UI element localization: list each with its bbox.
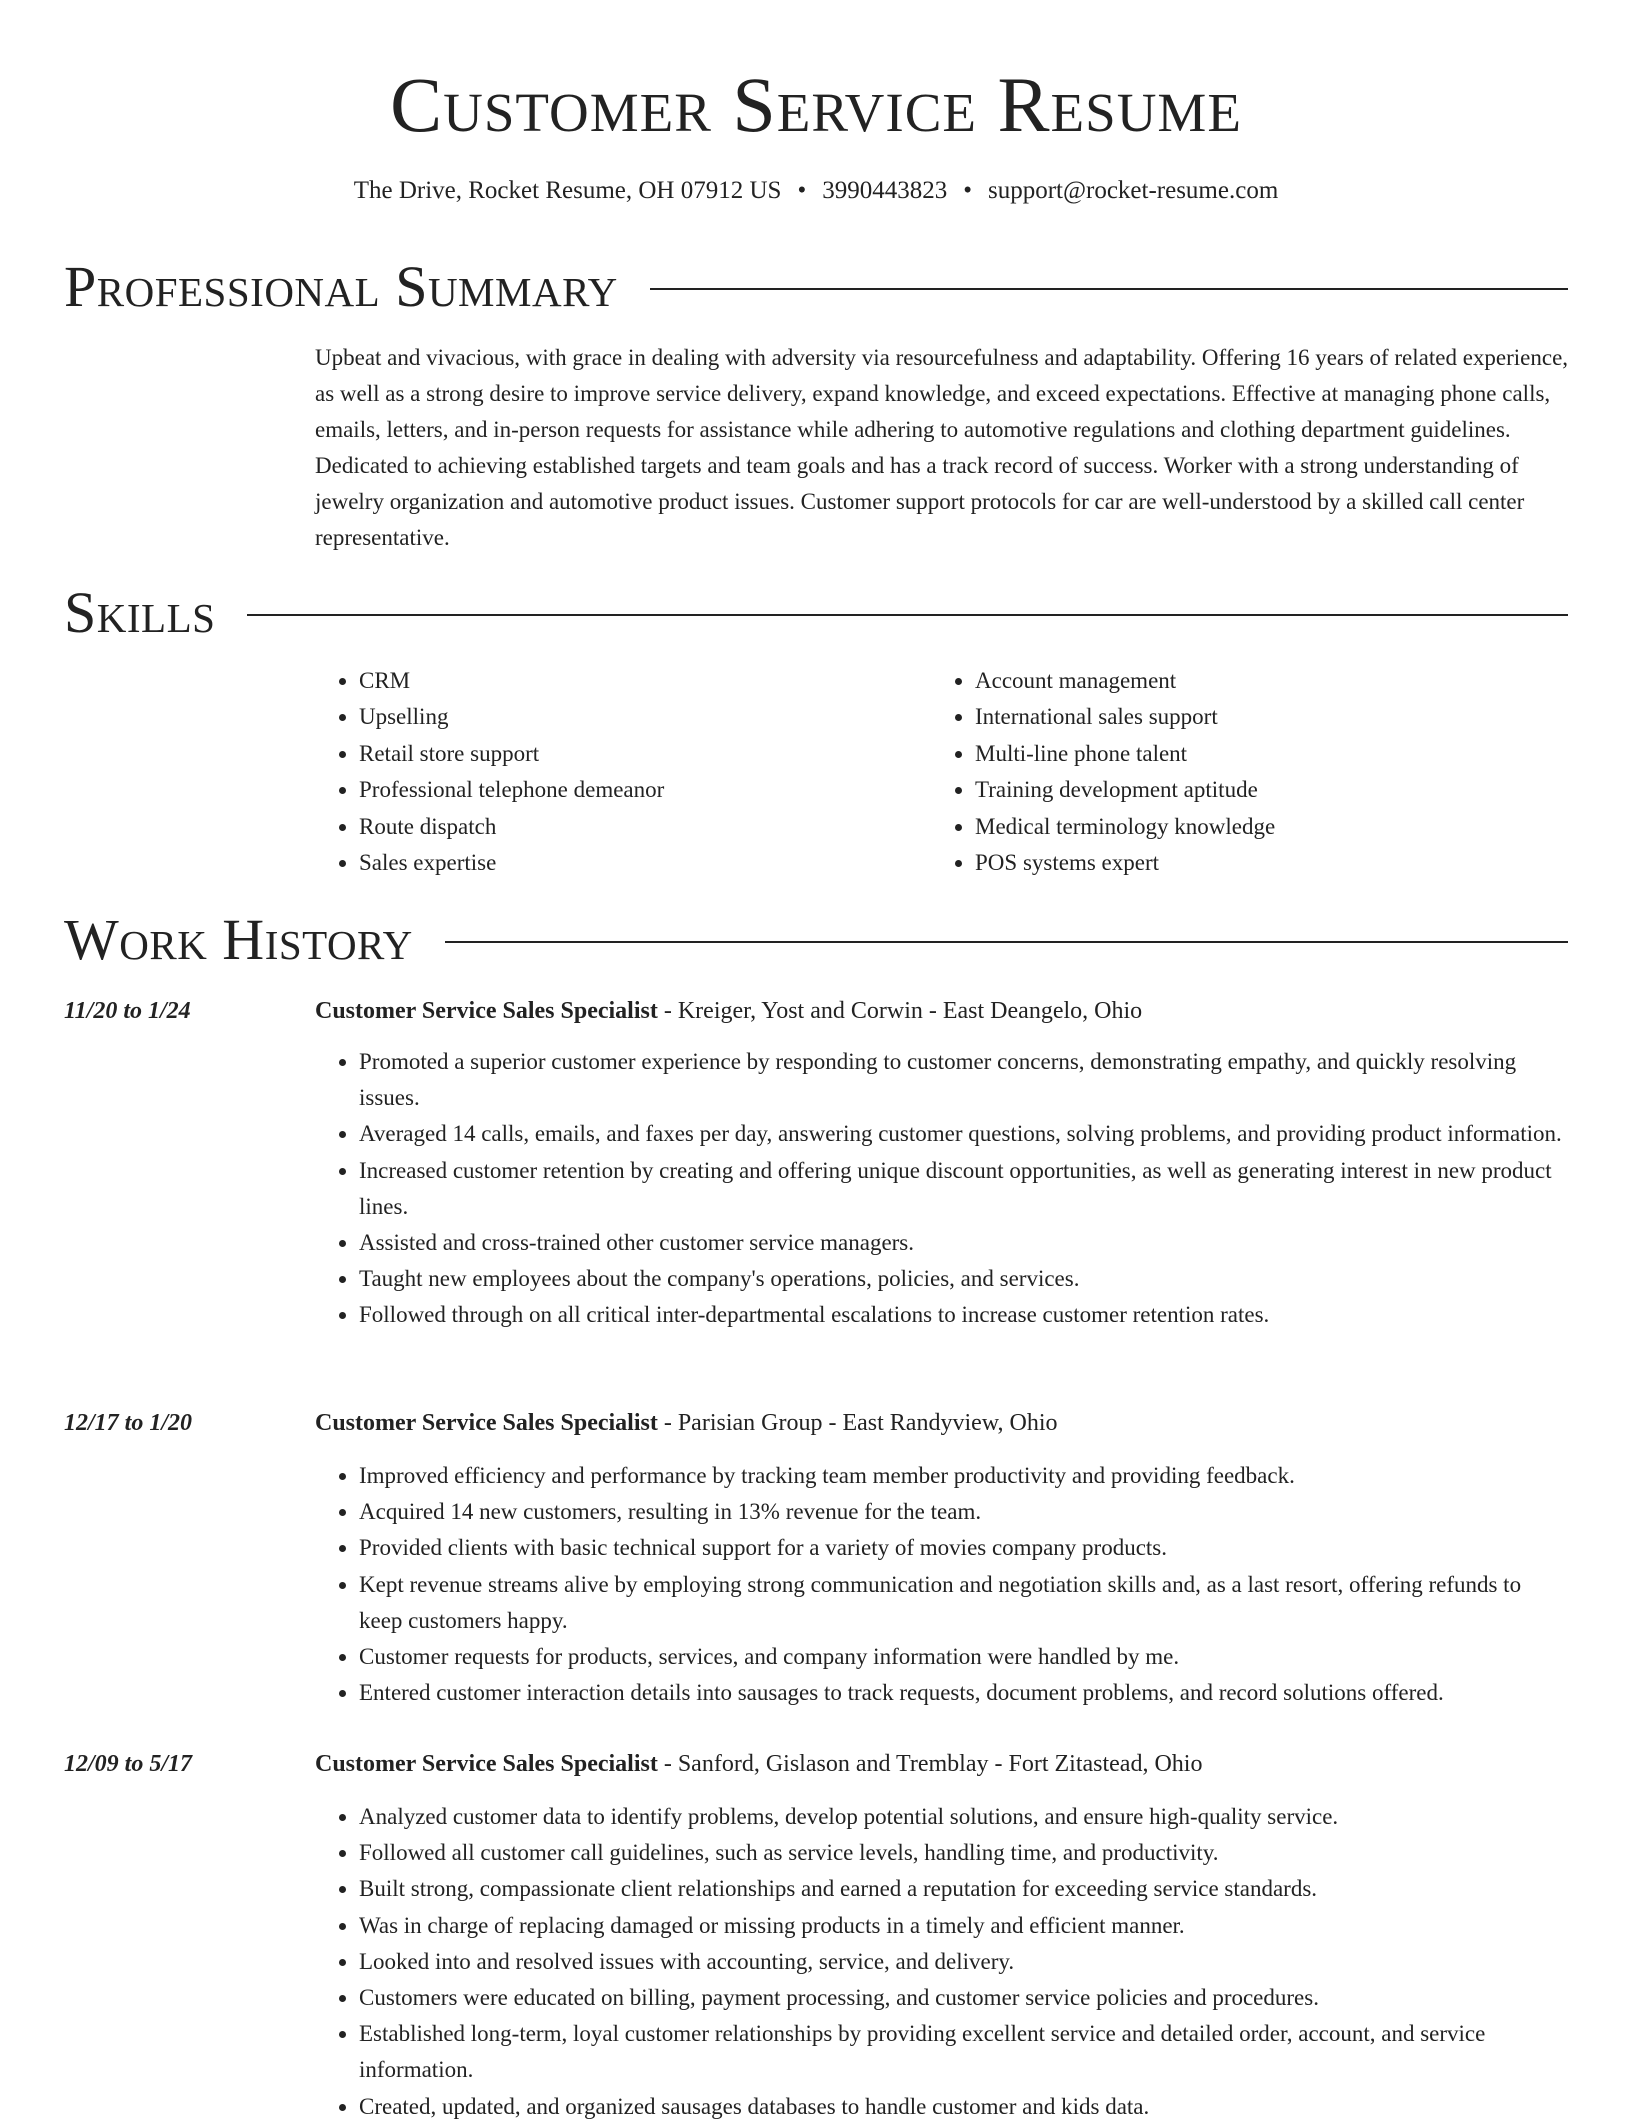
summary-heading: Professional Summary xyxy=(64,254,618,319)
skill-item: • International sales support xyxy=(975,699,1547,735)
duty-item: • Was in charge of replacing damaged or missing products in a timely and efficient manner. xyxy=(359,1908,1569,1944)
duty-item: • Averaged 14 calls, emails, and faxes per day, answering customer questions, solving problems, and providing product information. xyxy=(359,1116,1569,1152)
skill-item: • Route dispatch xyxy=(359,809,931,845)
skill-item: • Account management xyxy=(975,663,1547,699)
duty-item: • Created, updated, and organized sausages databases to handle customer and kids data. xyxy=(359,2089,1569,2125)
summary-text: Upbeat and vivacious, with grace in dealing with adversity via resourcefulness and adaptability. Offering 16 years of related experience, as well as a strong desire to improve service delivery, expand knowledge, and exceed expectations. Effective at managing phone calls, emails, letters, and in-person requests for assistance while adhering to automotive regulations and clothing department guidelines. Dedicated to achieving established targets and team goals and has a track record of success. Worker with a strong understanding of jewelry organization and automotive product issues. Customer support protocols for car are well-understood by a skilled call center representative. xyxy=(315,345,1569,550)
contact-phone: 3990443823 xyxy=(822,177,948,204)
summary-section-header xyxy=(64,252,1568,322)
job-employer: - Kreiger, Yost and Corwin - East Deangelo, Ohio xyxy=(657,998,1143,1024)
job-duties xyxy=(315,1458,1569,1711)
duty-item: • Established long-term, loyal customer relationships by providing excellent service and detailed order, account, and service information. xyxy=(359,2016,1569,2088)
duty-item: • Entered customer interaction details into sausages to track requests, document problems, and record solutions offered. xyxy=(359,1675,1569,1711)
job-title-line xyxy=(315,994,1142,1028)
contact-address: The Drive, Rocket Resume, OH 07912 US xyxy=(353,177,782,204)
job-dates: 12/17 to 1/20 xyxy=(64,1410,193,1436)
work-heading: Work History xyxy=(64,907,413,972)
skills-section-header xyxy=(64,578,1568,648)
duty-item: • Increased customer retention by creating and offering unique discount opportunities, as well as generating interest in new product lines. xyxy=(359,1153,1569,1225)
duty-item: • Built strong, compassionate client relationships and earned a reputation for exceeding service standards. xyxy=(359,1871,1569,1907)
duty-item: • Followed all customer call guidelines, such as service levels, handling time, and productivity. xyxy=(359,1835,1569,1871)
duty-item: • Provided clients with basic technical support for a variety of movies company products. xyxy=(359,1530,1569,1566)
duty-item: • Acquired 14 new customers, resulting in 13% revenue for the team. xyxy=(359,1494,1569,1530)
skills-heading: Skills xyxy=(64,580,216,645)
skill-item: • Training development aptitude xyxy=(975,772,1547,808)
skills-column-right xyxy=(931,663,1547,881)
contact-separator: • xyxy=(797,177,807,204)
job-role: Customer Service Sales Specialist xyxy=(315,1410,658,1436)
duty-item: • Customer requests for products, services, and company information were handled by me. xyxy=(359,1639,1569,1675)
job-employer: - Sanford, Gislason and Tremblay - Fort Zitastead, Ohio xyxy=(657,1751,1203,1777)
duty-item: • Taught new employees about the company's operations, policies, and services. xyxy=(359,1261,1569,1297)
job-duties xyxy=(315,1799,1569,2125)
contact-email: support@rocket-resume.com xyxy=(987,177,1279,204)
skill-item: • Professional telephone demeanor xyxy=(359,772,931,808)
skill-item: • Retail store support xyxy=(359,736,931,772)
contact-separator: • xyxy=(963,177,972,204)
job-title-line xyxy=(315,1747,1202,1781)
resume-title: Customer Service Resume xyxy=(390,61,1242,148)
job-dates: 12/09 to 5/17 xyxy=(64,1751,193,1777)
section-divider xyxy=(247,614,1568,616)
skills-column-left xyxy=(315,663,931,881)
work-section-header xyxy=(64,905,1568,975)
job-role: Customer Service Sales Specialist xyxy=(315,1751,658,1777)
job-dates: 11/20 to 1/24 xyxy=(64,998,191,1024)
section-divider xyxy=(650,288,1568,290)
job-title-line xyxy=(315,1406,1058,1440)
duty-item: • Improved efficiency and performance by tracking team member productivity and providing feedback. xyxy=(359,1458,1569,1494)
duty-item: • Customers were educated on billing, payment processing, and customer service policies and procedures. xyxy=(359,1980,1569,2016)
duty-item: • Assisted and cross-trained other customer service managers. xyxy=(359,1225,1569,1261)
duty-item: • Looked into and resolved issues with accounting, service, and delivery. xyxy=(359,1944,1569,1980)
skill-item: • CRM xyxy=(359,663,931,699)
duty-item: • Followed through on all critical inter-departmental escalations to increase customer retention rates. xyxy=(359,1297,1569,1333)
job-duties xyxy=(315,1044,1569,1334)
duty-item: • Promoted a superior customer experience by responding to customer concerns, demonstrating empathy, and quickly resolving issues. xyxy=(359,1044,1569,1116)
skill-item: • Multi-line phone talent xyxy=(975,736,1547,772)
skill-item: • POS systems expert xyxy=(975,845,1547,881)
duty-item: • Kept revenue streams alive by employing strong communication and negotiation skills and, as a last resort, offering refunds to keep customers happy. xyxy=(359,1567,1569,1639)
duty-item: • Analyzed customer data to identify problems, develop potential solutions, and ensure high-quality service. xyxy=(359,1799,1569,1835)
skill-item: • Sales expertise xyxy=(359,845,931,881)
skill-item: • Upselling xyxy=(359,699,931,735)
skills-list xyxy=(315,663,1570,881)
section-divider xyxy=(445,941,1568,943)
skill-item: • Medical terminology knowledge xyxy=(975,809,1547,845)
job-employer: - Parisian Group - East Randyview, Ohio xyxy=(657,1410,1058,1436)
job-role: Customer Service Sales Specialist xyxy=(315,998,658,1024)
contact-line xyxy=(0,174,1632,208)
